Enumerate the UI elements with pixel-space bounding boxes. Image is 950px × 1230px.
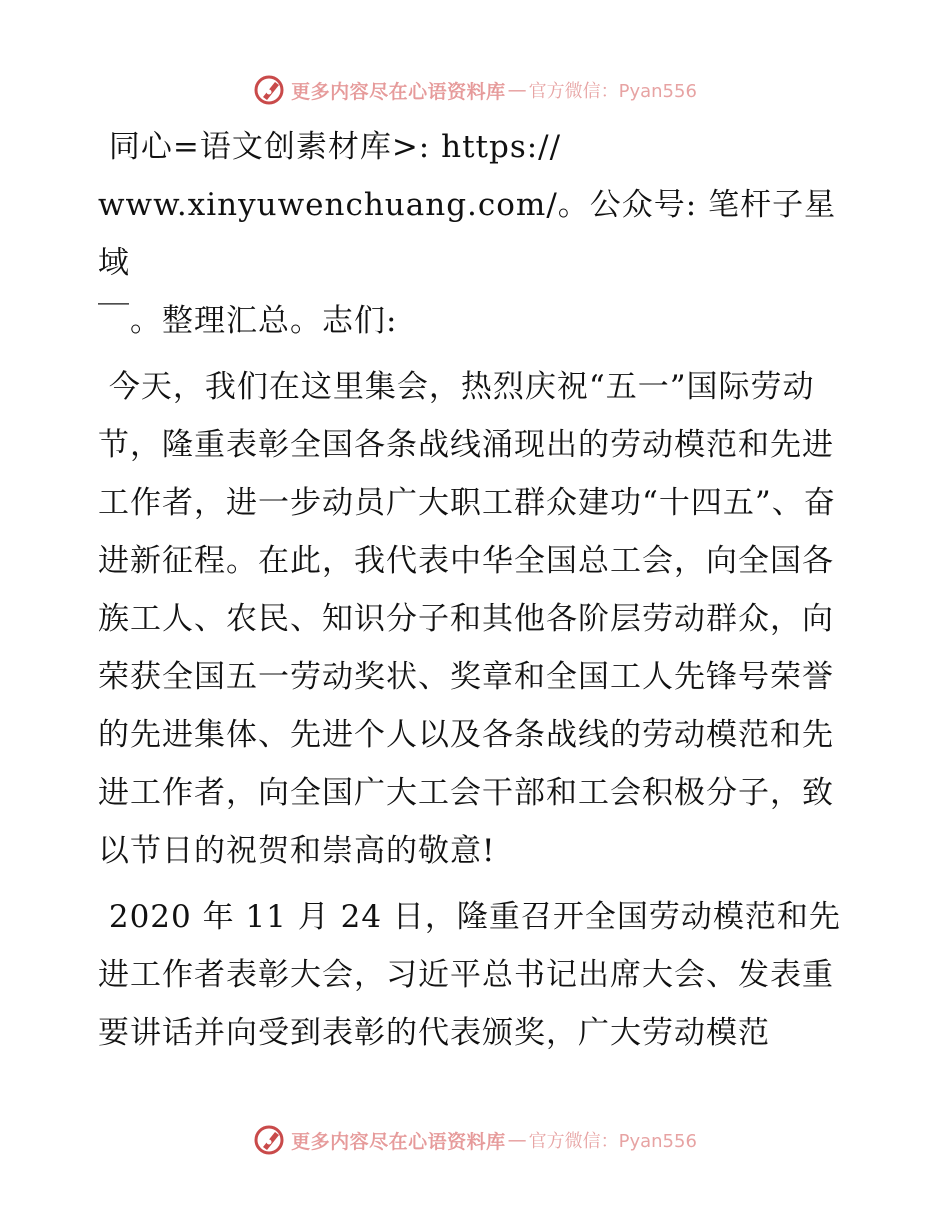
intro-line-1: 同心=语文创素材库>: https:// [98, 129, 562, 165]
banner-main-text: 更多内容尽在心语资料库 [291, 1130, 506, 1153]
paragraph-celebration: 今天，我们在这里集会，热烈庆祝“五一”国际劳动节，隆重表彰全国各条战线涌现出的劳动模范和先进工作者，进一步动员广大职工群众建功“十四五”、奋进新征程。在此，我代表中华全国总工会，向全国各族工人、农民、知识分子和其他各阶层劳动群众，向荣获全国五一劳动奖状、奖章和全国工人先锋号荣誉的先进集体、先进个人以及各条战线的劳动模范和先进工作者，向全国广大工会干部和工会积极分子，致以节日的祝贺和崇高的敬意! [98, 369, 836, 869]
paragraph-2020-conference: 2020 年 11 月 24 日，隆重召开全国劳动模范和先进工作者表彰大会，习近平总书记出席大会、发表重要讲话并向受到表彰的代表颁奖，广大劳动模范 [98, 899, 841, 1051]
pen-nib-circle-icon [253, 73, 287, 107]
banner-separator: — [507, 79, 527, 101]
header-watermark-banner [0, 70, 950, 110]
banner-main-text: 更多内容尽在心语资料库 [291, 80, 506, 103]
pen-nib-circle-icon [253, 1123, 287, 1157]
banner-separator: — [507, 1129, 527, 1151]
document-body [98, 118, 858, 1062]
banner-wechat-text: 官方微信：Pyan556 [528, 81, 697, 102]
footer-watermark-banner [0, 1120, 950, 1160]
intro-line-3: ￣。整理汇总。志们: [98, 303, 398, 339]
intro-line-2: www.xinyuwenchuang.com/。公众号: 笔杆子星域 [98, 187, 837, 281]
banner-wechat-text: 官方微信：Pyan556 [528, 1131, 697, 1152]
